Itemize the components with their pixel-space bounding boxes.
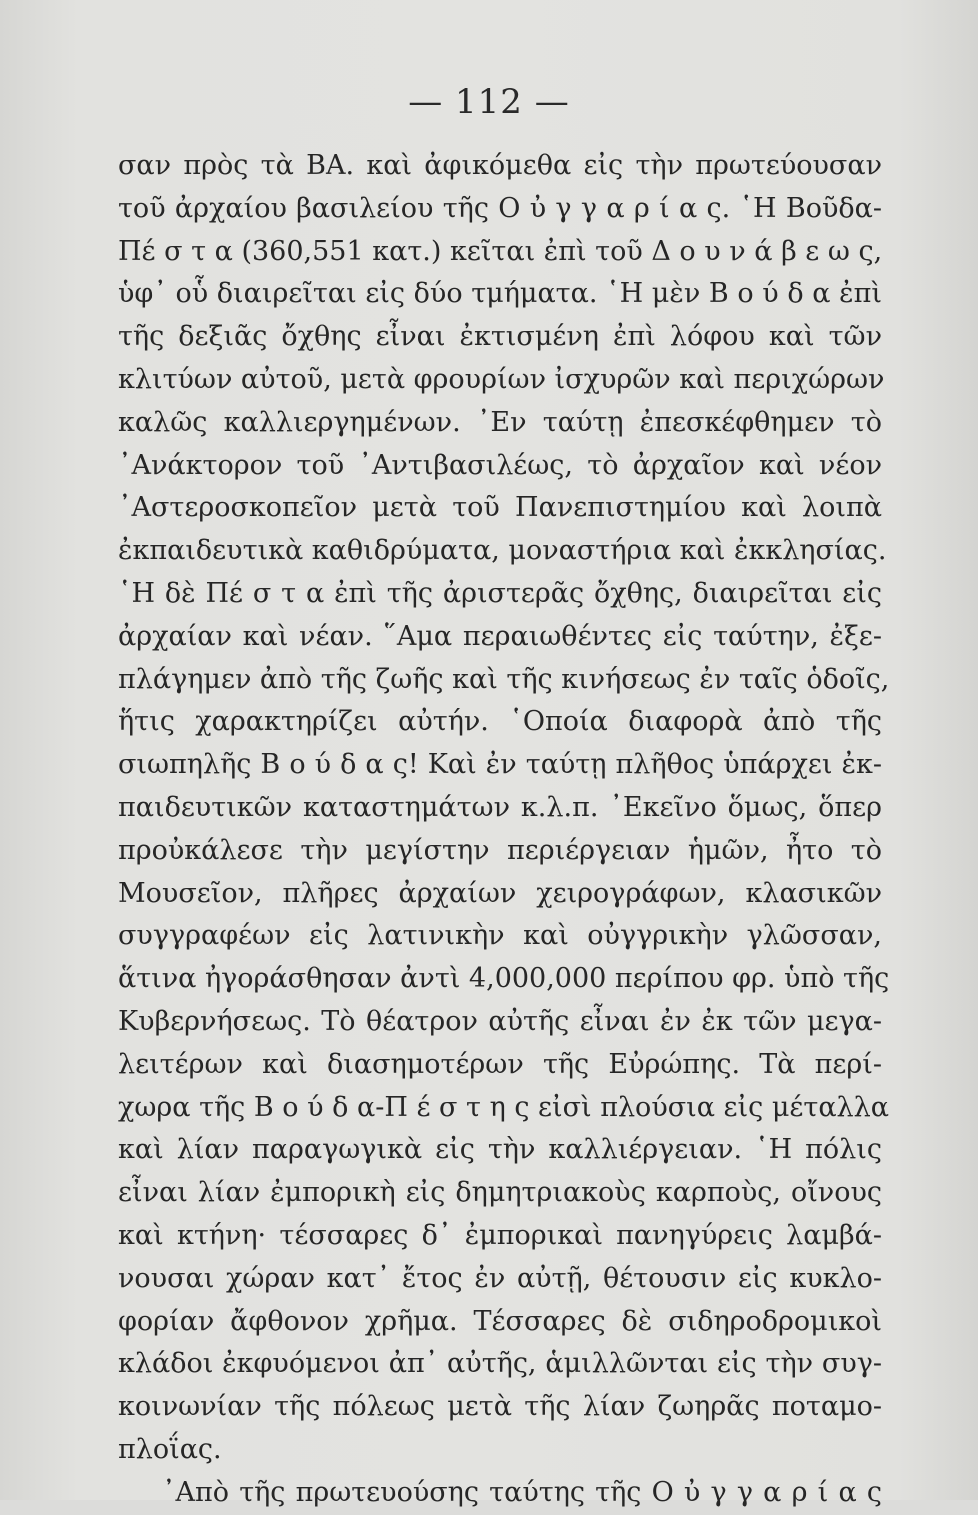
text-line: τῆς δεξιᾶς ὄχθης εἶναι ἐκτισμένη ἐπὶ λόφου καὶ τῶν bbox=[118, 321, 882, 353]
text-line: ἀρχαίαν καὶ νέαν. ῞Αμα περαιωθέντες εἰς ταύτην, ἐξε- bbox=[118, 620, 882, 652]
text-line: ἥτις χαρακτηρίζει αὐτήν. ῾Οποία διαφορὰ ἀπὸ τῆς bbox=[118, 706, 882, 738]
page-number: — 112 — bbox=[408, 82, 570, 122]
text-line: παιδευτικῶν καταστημάτων κ.λ.π. ᾿Εκεῖνο ὅμως, ὅπερ bbox=[118, 791, 882, 823]
text-line: συγγραφέων εἰς λατινικὴν καὶ οὐγγρικὴν γλῶσσαν, bbox=[118, 920, 882, 952]
text-line: κλιτύων αὐτοῦ, μετὰ φρουρίων ἰσχυρῶν καὶ περιχώρων bbox=[118, 363, 885, 395]
body-text bbox=[118, 145, 890, 1515]
text-line: ἐκπαιδευτικὰ καθιδρύματα, μοναστήρια καὶ ἐκκλησίας. bbox=[118, 535, 887, 567]
text-line: νουσαι χώραν κατ᾽ ἔτος ἐν αὐτῇ, θέτουσιν εἰς κυκλο- bbox=[118, 1262, 882, 1294]
text-line: ᾿Ανάκτορον τοῦ ᾿Αντιβασιλέως, τὸ ἀρχαῖον καὶ νέον bbox=[118, 449, 882, 481]
text-line: ῾Η δὲ Πέ σ τ α ἐπὶ τῆς ἀριστερᾶς ὄχθης, διαιρεῖται εἰς bbox=[118, 577, 882, 609]
text-line: Πέ σ τ α (360,551 κατ.) κεῖται ἐπὶ τοῦ Δ ο υ ν ά β ε ω ς, bbox=[118, 235, 883, 267]
text-line: σαν πρὸς τὰ ΒΑ. καὶ ἀφικόμεθα εἰς τὴν πρωτεύουσαν bbox=[118, 150, 882, 181]
text-line: ᾿Αστεροσκοπεῖον μετὰ τοῦ Πανεπιστημίου καὶ λοιπὰ bbox=[118, 492, 882, 524]
text-line: προὐκάλεσε τὴν μεγίστην περιέργειαν ἡμῶν, ἦτο τὸ bbox=[118, 834, 882, 866]
text-line: τοῦ ἀρχαίου βασιλείου τῆς Ο ὐ γ γ α ρ ί α ς. ῾Η Βοῦδα- bbox=[118, 192, 882, 224]
text-line: κλάδοι ἐκφυόμενοι ἀπ᾽ αὐτῆς, ἁμιλλῶνται εἰς τὴν συγ- bbox=[118, 1348, 882, 1380]
text-line: καὶ κτήνη· τέσσαρες δ᾽ ἐμπορικαὶ πανηγύρεις λαμβά- bbox=[118, 1219, 882, 1251]
text-line: καλῶς καλλιεργημένων. ᾿Εν ταύτῃ ἐπεσκέφθημεν τὸ bbox=[118, 406, 882, 438]
text-line: χωρα τῆς Β ο ύ δ α-Π έ σ τ η ς εἰσὶ πλούσια εἰς μέταλλα bbox=[118, 1091, 890, 1123]
text-line: πλάγημεν ἀπὸ τῆς ζωῆς καὶ τῆς κινήσεως ἐν ταῖς ὁδοῖς, bbox=[118, 663, 890, 695]
text-line: ὑφ᾽ οὗ διαιρεῖται εἰς δύο τμήματα. ῾Η μὲν Β ο ύ δ α ἐπὶ bbox=[118, 278, 882, 310]
text-line: Μουσεῖον, πλῆρες ἀρχαίων χειρογράφων, κλασικῶν bbox=[118, 877, 882, 909]
text-line: κοινωνίαν τῆς πόλεως μετὰ τῆς λίαν ζωηρᾶς ποταμο- bbox=[118, 1391, 882, 1423]
text-line: ᾿Απὸ τῆς πρωτευούσης ταύτης τῆς Ο ὐ γ γ α ρ ί α ς bbox=[162, 1476, 882, 1508]
text-line: Κυβερνήσεως. Τὸ θέατρον αὐτῆς εἶναι ἐν ἐκ τῶν μεγα- bbox=[118, 1005, 882, 1037]
text-line: καὶ λίαν παραγωγικὰ εἰς τὴν καλλιέργειαν. ῾Η πόλις bbox=[118, 1134, 882, 1166]
text-line: πλοΐας. bbox=[118, 1433, 222, 1465]
text-line: φορίαν ἄφθονον χρῆμα. Τέσσαρες δὲ σιδηροδρομικοὶ bbox=[118, 1305, 882, 1337]
text-line: ἅτινα ἠγοράσθησαν ἀντὶ 4,000,000 περίπου φρ. ὑπὸ τῆς bbox=[118, 963, 890, 995]
text-line: λειτέρων καὶ διασημοτέρων τῆς Εὐρώπης. Τὰ περί- bbox=[118, 1048, 882, 1080]
text-line: σιωπηλῆς Β ο ύ δ α ς! Καὶ ἐν ταύτῃ πλῆθος ὑπάρχει ἐκ- bbox=[118, 749, 882, 781]
text-line: εἶναι λίαν ἐμπορικὴ εἰς δημητριακοὺς καρποὺς, οἴνους bbox=[118, 1177, 882, 1209]
